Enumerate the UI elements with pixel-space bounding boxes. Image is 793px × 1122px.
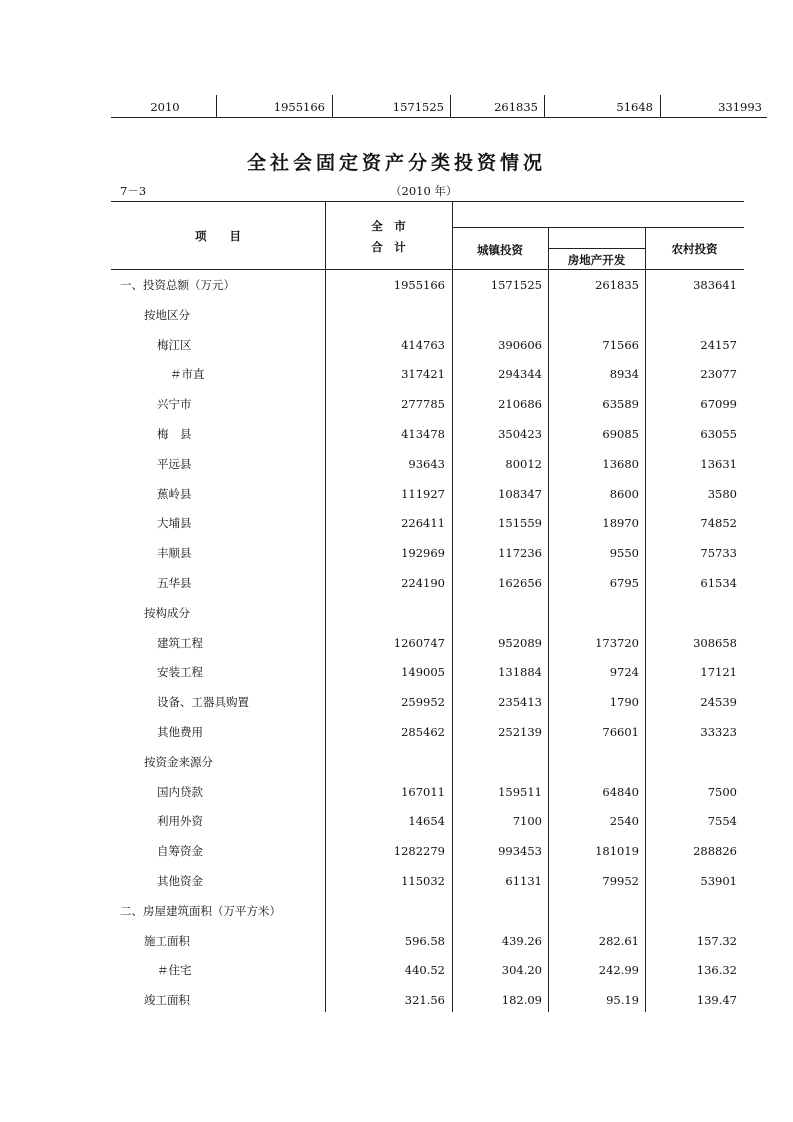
urban-cell: 159511 xyxy=(498,784,542,799)
divider xyxy=(111,117,767,118)
urban-cell: 952089 xyxy=(498,635,542,650)
divider xyxy=(111,201,744,202)
urban-cell: 61131 xyxy=(505,874,542,888)
rural-cell: 7500 xyxy=(707,784,737,799)
row-label: 按资金来源分 xyxy=(144,754,213,769)
real-estate-cell: 1790 xyxy=(609,695,639,710)
divider xyxy=(332,95,333,117)
row-label: 丰顺县 xyxy=(157,546,192,561)
urban-column-header: 城镇投资 xyxy=(477,243,523,257)
total-cell: 1282279 xyxy=(393,844,445,859)
top-cell: 1571525 xyxy=(392,100,444,114)
real-estate-cell: 282.61 xyxy=(598,933,639,948)
row-label: 二、房屋建筑面积（万平方米） xyxy=(120,903,281,918)
rural-cell: 139.47 xyxy=(696,993,737,1008)
real-estate-cell: 261835 xyxy=(595,278,639,292)
row-label: 建筑工程 xyxy=(157,635,203,650)
row-label: 国内贷款 xyxy=(157,784,203,799)
divider xyxy=(544,95,545,117)
total-cell: 317421 xyxy=(401,367,445,382)
rural-cell: 3580 xyxy=(707,486,737,501)
total-cell: 1260747 xyxy=(393,635,445,650)
rural-cell: 23077 xyxy=(700,367,737,382)
real-estate-cell: 9724 xyxy=(609,665,639,680)
urban-cell: 7100 xyxy=(512,814,542,829)
real-estate-cell: 242.99 xyxy=(598,963,639,978)
total-cell: 115032 xyxy=(401,874,445,888)
total-cell: 93643 xyxy=(408,456,445,471)
total-cell: 277785 xyxy=(401,397,445,412)
row-label: 按构成分 xyxy=(144,605,190,620)
row-label: 其他资金 xyxy=(157,874,203,888)
urban-cell: 131884 xyxy=(498,665,542,680)
row-label: ＃市直 xyxy=(170,367,205,382)
divider xyxy=(452,227,744,228)
rural-cell: 75733 xyxy=(700,546,737,561)
total-cell: 192969 xyxy=(401,546,445,561)
rural-cell: 13631 xyxy=(700,456,737,471)
rural-cell: 7554 xyxy=(707,814,737,829)
total-column-header-sub: 合 计 xyxy=(371,240,406,254)
top-cell: 331993 xyxy=(718,100,762,114)
rural-cell: 33323 xyxy=(700,725,737,739)
total-cell: 224190 xyxy=(401,576,445,590)
row-label: 五华县 xyxy=(157,576,192,590)
urban-cell: 304.20 xyxy=(501,963,542,978)
total-cell: 259952 xyxy=(401,695,445,710)
urban-cell: 252139 xyxy=(498,725,542,739)
rural-cell: 157.32 xyxy=(696,933,737,948)
column-divider xyxy=(548,227,549,1012)
urban-cell: 439.26 xyxy=(501,933,542,948)
row-label: 利用外资 xyxy=(157,814,203,829)
top-cell-year: 2010 xyxy=(150,100,180,114)
real-estate-cell: 71566 xyxy=(602,337,639,352)
urban-cell: 182.09 xyxy=(501,993,542,1008)
total-cell: 226411 xyxy=(401,516,445,531)
real-estate-cell: 95.19 xyxy=(606,993,639,1008)
divider xyxy=(548,248,645,249)
total-cell: 440.52 xyxy=(404,963,445,978)
real-estate-cell: 173720 xyxy=(595,635,639,650)
real-estate-cell: 9550 xyxy=(609,546,639,561)
real-estate-cell: 76601 xyxy=(602,725,639,739)
rural-cell: 136.32 xyxy=(696,963,737,978)
row-label: 大埔县 xyxy=(157,516,192,531)
divider xyxy=(450,95,451,117)
real-estate-cell: 181019 xyxy=(595,844,639,859)
row-label: 一、投资总额（万元） xyxy=(120,278,235,292)
total-cell: 285462 xyxy=(401,725,445,739)
row-label: 蕉岭县 xyxy=(157,486,192,501)
rural-cell: 308658 xyxy=(693,635,737,650)
total-cell: 596.58 xyxy=(404,933,445,948)
total-cell: 149005 xyxy=(401,665,445,680)
total-cell: 1955166 xyxy=(393,278,445,292)
rural-cell: 288826 xyxy=(693,844,737,859)
urban-cell: 350423 xyxy=(498,427,542,441)
row-label: 按地区分 xyxy=(144,307,190,322)
row-label: 梅江区 xyxy=(157,337,192,352)
divider xyxy=(216,95,217,117)
column-divider xyxy=(452,201,453,1012)
top-cell: 51648 xyxy=(616,100,653,114)
row-label: 其他费用 xyxy=(157,725,203,739)
rural-cell: 63055 xyxy=(700,427,737,441)
rural-cell: 74852 xyxy=(700,516,737,531)
urban-cell: 108347 xyxy=(498,486,542,501)
rural-column-header: 农村投资 xyxy=(671,242,718,256)
urban-cell: 1571525 xyxy=(490,278,542,292)
real-estate-cell: 2540 xyxy=(609,814,639,829)
page-title: 全社会固定资产分类投资情况 xyxy=(246,152,546,174)
real-estate-cell: 8600 xyxy=(609,486,639,501)
total-cell: 414763 xyxy=(401,337,445,352)
urban-cell: 390606 xyxy=(498,337,542,352)
urban-cell: 151559 xyxy=(498,516,542,531)
urban-cell: 993453 xyxy=(498,844,542,859)
real-estate-cell: 69085 xyxy=(602,427,639,441)
urban-cell: 162656 xyxy=(498,576,542,590)
real-estate-cell: 63589 xyxy=(602,397,639,412)
column-divider xyxy=(645,227,646,1012)
row-label: 设备、工器具购置 xyxy=(157,695,249,710)
rural-cell: 383641 xyxy=(693,278,737,292)
rural-cell: 53901 xyxy=(700,874,737,888)
divider xyxy=(660,95,661,117)
row-label: 梅 县 xyxy=(157,427,192,441)
row-label: 安装工程 xyxy=(157,665,203,680)
urban-cell: 210686 xyxy=(498,397,542,412)
total-cell: 413478 xyxy=(401,427,445,441)
row-label: 自筹资金 xyxy=(157,844,203,859)
total-column-header: 全 市 xyxy=(371,219,406,233)
total-cell: 321.56 xyxy=(404,993,445,1008)
rural-cell: 24157 xyxy=(700,337,737,352)
row-label: ＃住宅 xyxy=(157,963,192,978)
real-estate-cell: 13680 xyxy=(602,456,639,471)
urban-cell: 294344 xyxy=(498,367,542,382)
rural-cell: 17121 xyxy=(700,665,737,680)
rural-cell: 67099 xyxy=(700,397,737,412)
real-estate-cell: 79952 xyxy=(602,874,639,888)
item-column-header: 项 目 xyxy=(195,229,241,243)
row-label: 施工面积 xyxy=(144,933,190,948)
column-divider xyxy=(325,201,326,1012)
total-cell: 14654 xyxy=(408,814,445,829)
row-label: 平远县 xyxy=(157,456,192,471)
urban-cell: 80012 xyxy=(505,456,542,471)
real-estate-column-header: 房地产开发 xyxy=(567,253,626,267)
rural-cell: 61534 xyxy=(700,576,737,590)
total-cell: 111927 xyxy=(401,486,445,501)
top-cell: 1955166 xyxy=(273,100,325,114)
divider xyxy=(111,269,744,270)
real-estate-cell: 64840 xyxy=(602,784,639,799)
top-cell: 261835 xyxy=(494,100,538,114)
real-estate-cell: 18970 xyxy=(602,516,639,531)
urban-cell: 117236 xyxy=(498,546,542,561)
row-label: 竣工面积 xyxy=(144,993,190,1008)
row-label: 兴宁市 xyxy=(157,397,192,412)
real-estate-cell: 6795 xyxy=(609,576,639,590)
table-number: 7－3 xyxy=(120,184,147,198)
urban-cell: 235413 xyxy=(498,695,542,710)
real-estate-cell: 8934 xyxy=(609,367,639,382)
year-note: （2010 年） xyxy=(390,184,458,198)
total-cell: 167011 xyxy=(401,784,445,799)
rural-cell: 24539 xyxy=(700,695,737,710)
